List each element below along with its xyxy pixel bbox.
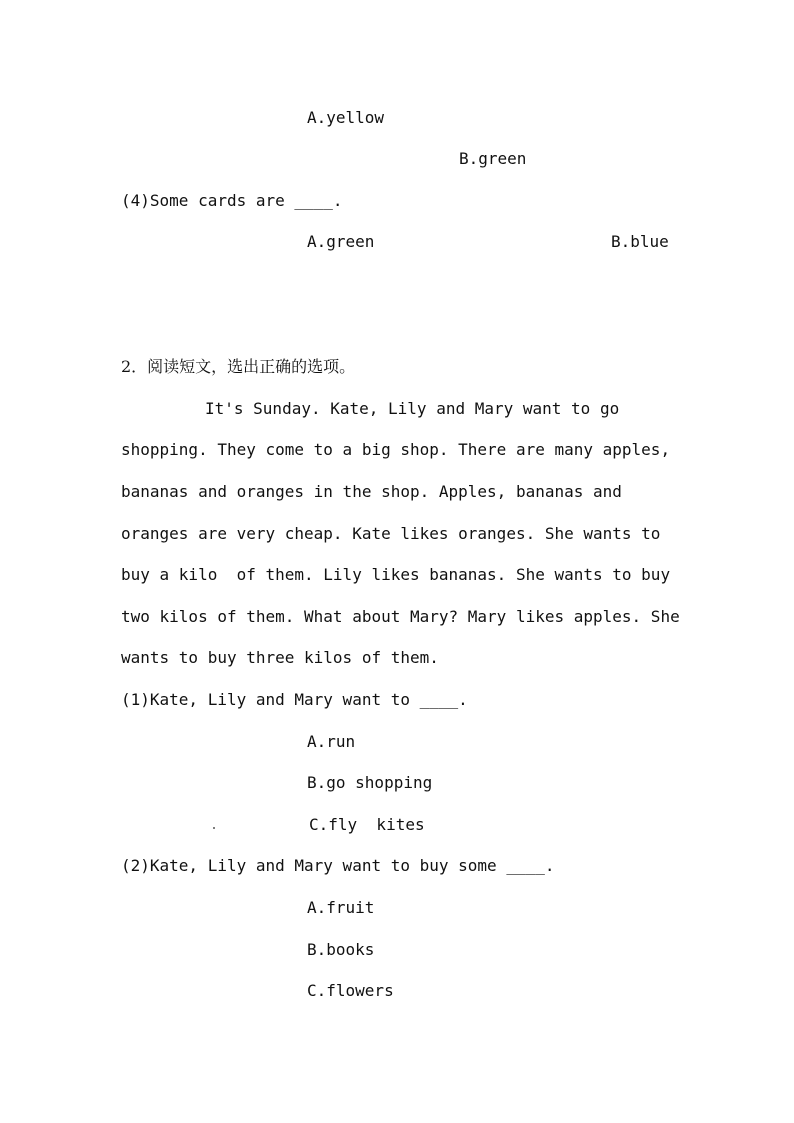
passage-line: wants to buy three kilos of them. bbox=[121, 648, 439, 667]
question-1-option-b: B.go shopping bbox=[307, 773, 433, 792]
question-1-stem: (1)Kate, Lily and Mary want to ____. bbox=[121, 690, 468, 709]
question-2-stem: (2)Kate, Lily and Mary want to buy some ____. bbox=[121, 856, 555, 875]
passage-line: It's Sunday. Kate, Lily and Mary want to go bbox=[205, 399, 620, 418]
q4-option-b: B.blue bbox=[611, 232, 669, 251]
q3-option-a: A.yellow bbox=[307, 108, 385, 127]
question-2-option-b: B.books bbox=[307, 940, 375, 959]
question-2-option-a: A.fruit bbox=[307, 898, 375, 917]
question-1-option-a: A.run bbox=[307, 732, 356, 751]
passage-line: shopping. They come to a big shop. There are many apples, bbox=[121, 440, 671, 459]
passage-line: oranges are very cheap. Kate likes oranges. She wants to bbox=[121, 524, 661, 543]
q4-stem: (4)Some cards are ____. bbox=[121, 191, 343, 210]
question-2-option-c: C.flowers bbox=[307, 981, 394, 1000]
q3-option-b: B.green bbox=[459, 149, 527, 168]
q4-option-a: A.green bbox=[307, 232, 375, 251]
stray-dot bbox=[213, 827, 215, 829]
passage-line: buy a kilo of them. Lily likes bananas. She wants to buy bbox=[121, 565, 671, 584]
passage-line: two kilos of them. What about Mary? Mary likes apples. She bbox=[121, 607, 680, 626]
question-1-option-c: C.fly kites bbox=[309, 815, 425, 834]
section2-title: 2．阅读短文，选出正确的选项。 bbox=[121, 357, 356, 376]
passage-line: bananas and oranges in the shop. Apples, bananas and bbox=[121, 482, 622, 501]
